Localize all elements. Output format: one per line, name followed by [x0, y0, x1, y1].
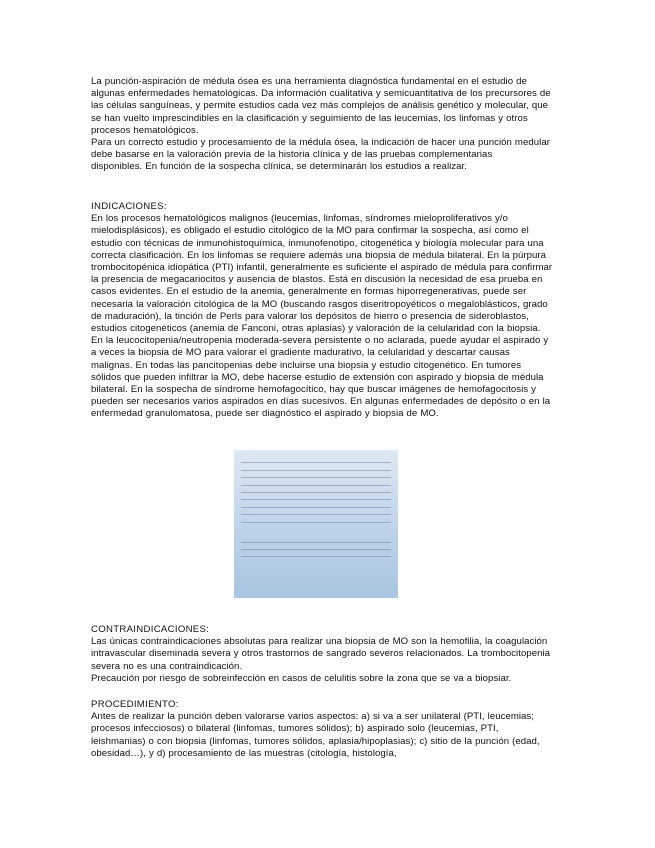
procedimiento-body: Antes de realizar la punción deben valorarse varios aspectos: a) si va a ser unilateral (PTI, leucemias; procesos infecciosos) o bilateral (linfomas, tumores sólidos); b) aspirado solo (leucemias, PTI, leishmanias) o con biopsia (linfomas, tumores sólidos, aplasia/hipoplasias); c) sitio de la punción (edad, obesidad…), y d) procesamiento de las muestras (citología, histología,	[91, 711, 540, 759]
contraindicaciones-section	[91, 624, 553, 685]
table-row	[241, 471, 391, 478]
intro-section	[91, 76, 553, 174]
indicaciones-heading: INDICACIONES:	[91, 201, 167, 212]
table-row	[241, 463, 391, 470]
indicaciones-body: En los procesos hematológicos malignos (leucemias, linfomas, síndromes mieloproliferativos y/o mielodisplásicos), es obligado el estudio citológico de la MO para confirmar la sospecha, así como el estudio con técnicas de inmunohistoquímica, inmunofenotipo, citogenética y biología molecular para una correcta clasificación. En los linfomas se requiere además una biopsia de médula bilateral. En la púrpura trombocitopénica idiopática (PTI) infantil, generalmente es suficiente el aspirado de médula para confirmar la presencia de megacariocitos y ausencia de blastos. Está en discusión la necesidad de esa prueba en casos evidentes. En el estudio de la anemia, generalmente en formas hiporregenerativas, puede ser necesaria la valoración citológica de la MO (buscando rasgos diseritropoyéticos o megaloblásticos, grado de maduración), la tinción de Perls para valorar los depósitos de hierro o presencia de sideroblastos, estudios citogenéticos (anemia de Fanconi, otras aplasias) y valoración de la celularidad con la biopsia. En la leucocitopenia/neutropenia moderada-severa persistente o no aclarada, puede ayudar el aspirado y a veces la biopsia de MO para valorar el gradiente madurativo, la celularidad y descartar causas malignas. En todas las pancitopenias debe incluirse una biopsia y estudio citogenético. En tumores sólidos que pueden infiltrar la MO, debe hacerse estudio de extensión con aspirado y biopsia de médula bilateral. En la sospecha de síndrome hemofagocítico, hay que buscar imágenes de hemofagocitosis y pueden ser necesarios varios aspirados en días sucesivos. En algunas enfermedades de depósito o en la enfermedad granulomatosa, puede ser diagnóstico el aspirado y biopsia de MO.	[91, 213, 553, 420]
table-row	[241, 500, 391, 507]
procedimiento-heading: PROCEDIMIENTO:	[91, 699, 179, 710]
contraindicaciones-paragraph-2: Precaución por riesgo de sobreinfección en casos de celulitis sobre la zona que se va a biopsiar.	[91, 672, 512, 684]
procedimiento-section	[91, 699, 553, 760]
table-row	[241, 486, 391, 493]
indications-table-image	[234, 450, 398, 608]
contraindicaciones-heading: CONTRAINDICACIONES:	[91, 624, 210, 635]
intro-paragraph-1: La punción-aspiración de médula ósea es una herramienta diagnóstica fundamental en el estudio de algunas enfermedades hematológicas. Da información cualitativa y semicuantitativa de los precursores de las células sanguíneas, y permite estudios cada vez más complejos de análisis genético y molecular, que se han vuelto imprescindibles en la clasificación y seguimiento de las leucemias, los linfomas y otros procesos hematológicos.	[91, 76, 551, 136]
indicaciones-section	[91, 201, 553, 421]
contraindicaciones-paragraph-1: Las únicas contraindicaciones absolutas para realizar una biopsia de MO son la hemofilia, la coagulación intravascular diseminada severa y otros trastornos de sangrado severos relacionados. La trombocitopenia severa no es una contraindicación.	[91, 636, 551, 672]
table-row	[241, 550, 391, 557]
table-row	[241, 508, 391, 515]
table-row	[241, 543, 391, 550]
table-row	[241, 478, 391, 485]
table-row	[241, 515, 391, 522]
indications-table-body	[234, 450, 398, 598]
table-row	[241, 493, 391, 500]
table-row	[241, 535, 391, 542]
intro-paragraph-2: Para un correcto estudio y procesamiento de la médula ósea, la indicación de hacer una punción medular debe basarse en la valoración previa de la historia clínica y de las pruebas complementarias	[91, 137, 550, 161]
intro-paragraph-3: disponibles. En función de la sospecha clínica, se determinarán los estudios a realizar.	[91, 161, 467, 173]
table-row	[241, 456, 391, 463]
